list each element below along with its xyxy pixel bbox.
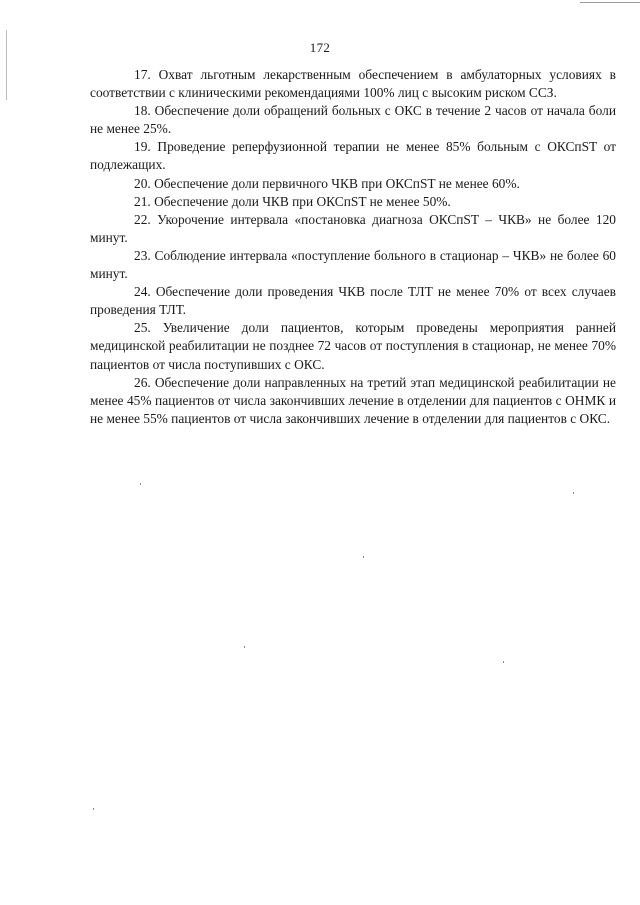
list-item-23: 23. Соблюдение интервала «поступление больного в стационар – ЧКВ» не более 60 минут. <box>90 247 616 282</box>
scan-speck <box>93 808 94 810</box>
list-item-19: 19. Проведение реперфузионной терапии не менее 85% больным с ОКСпST от подлежащих. <box>90 139 616 173</box>
scan-speck <box>573 492 574 494</box>
list-item-24: 24. Обеспечение доли проведения ЧКВ после ТЛТ не менее 70% от всех случаев проведения ТЛТ. <box>90 284 616 318</box>
list-item-22: 22. Укорочение интервала «постановка диагноза ОКСпST – ЧКВ» не более 120 минут. <box>90 211 616 245</box>
scan-edge-line <box>580 2 640 3</box>
scan-speck <box>363 556 364 558</box>
scan-speck <box>244 646 245 648</box>
list-item-25: 25. Увеличение доли пациентов, которым проведены мероприятия ранней медицинской реабилитации не позднее 72 часов от поступления в стационар, не менее 70% пациентов от числа поступивших с ОКС. <box>90 320 616 372</box>
page-number: 172 <box>309 40 331 55</box>
scan-speck <box>503 661 504 663</box>
list-item-26: 26. Обеспечение доли направленных на третий этап медицинской реабилитации не менее 45% пациентов от числа закончивших лечение в отделении для пациентов с ОНМК и не менее 55% пациентов от числа закончивших лечение в отделении для пациентов с ОКС. <box>90 374 616 426</box>
document-body <box>90 66 616 428</box>
scan-speck <box>140 483 141 485</box>
list-item-18: 18. Обеспечение доли обращений больных с ОКС в течение 2 часов от начала боли не менее 25%. <box>90 103 616 137</box>
list-item-17: 17. Охват льготным лекарственным обеспечением в амбулаторных условиях в соответствии с клиническими рекомендациями 100% лиц с высоким риском ССЗ. <box>90 67 616 101</box>
list-item-20: 20. Обеспечение доли первичного ЧКВ при ОКСпST не менее 60%. <box>134 175 520 191</box>
list-item-21: 21. Обеспечение доли ЧКВ при ОКСпST не менее 50%. <box>134 193 451 209</box>
